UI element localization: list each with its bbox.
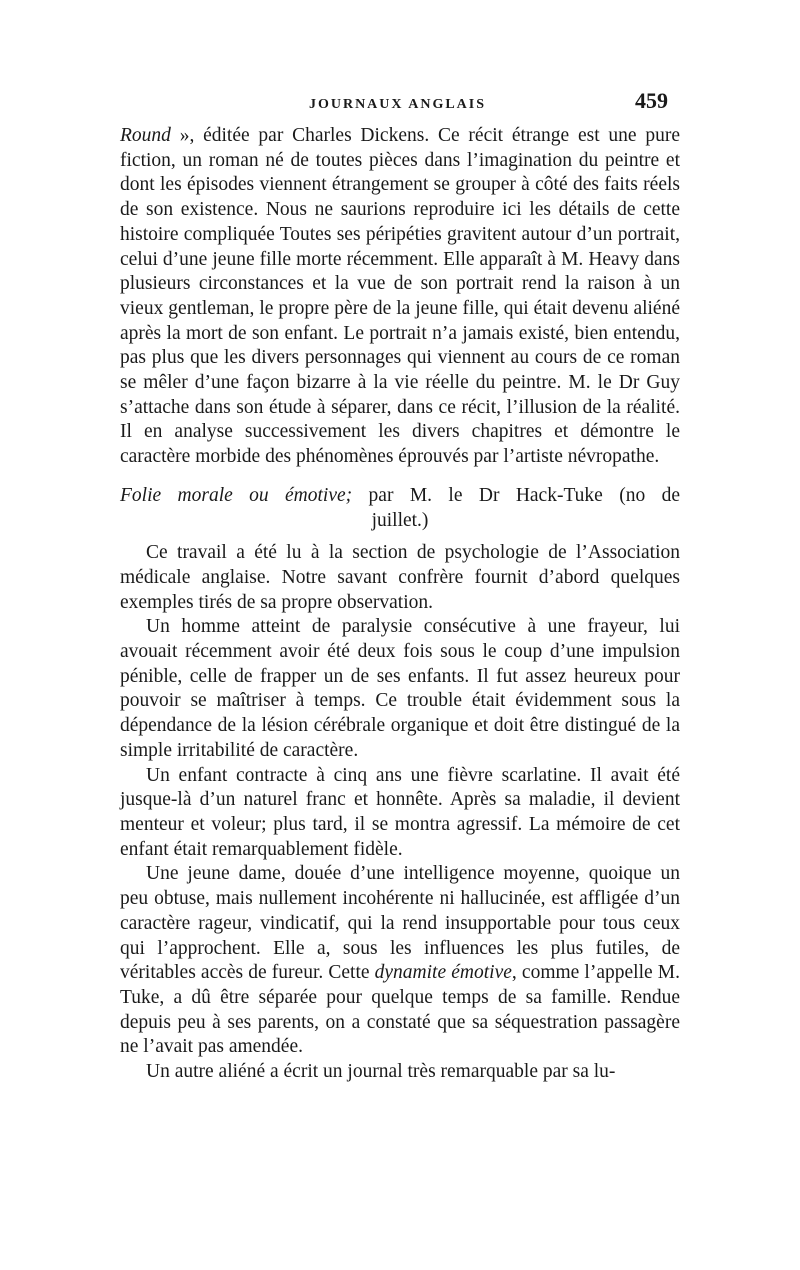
page-header [120, 88, 668, 114]
paragraph-1-italic-lead: Round [120, 125, 171, 146]
paragraph-4: Un enfant contracte à cinq ans une fièvre scarlatine. Il avait été jusque-là d’un naturel franc et honnête. Après sa maladie, il devient menteur et voleur; plus tard, il se montra agressif. La mémoire de cet enfant était remarquablement fidèle. [120, 764, 680, 860]
section-title-italic: Folie morale ou émotive; [120, 484, 353, 506]
paragraph-6: Un autre aliéné a écrit un journal très remarquable par sa lu- [146, 1061, 616, 1083]
paragraph-2: Ce travail a été lu à la section de psychologie de l’Association médicale anglaise. Notre savant confrère fournit d’abord quelques exemples tirés de sa propre observation. [120, 542, 680, 613]
paragraph-1 [120, 124, 680, 470]
paragraph-3: Un homme atteint de paralysie consécutive à une frayeur, lui avouait récemment avoir été deux fois sous le coup d’une impulsion pénible, celle de frapper un de ses enfants. Il fut assez heureux pour pouvoir se maîtriser à temps. Ce trouble était évidemment sous la dépendance de la lésion cérébrale organique et doit être distingué de la simple irritabilité de caractère. [120, 616, 680, 761]
paragraph-5-italic: dynamite émotive [374, 962, 512, 984]
paragraph-5-before: Une jeune dame, douée d’une intelligence moyenne, quoique un peu obtuse, mais nullement incohérente ni hallucinée, est affligée d’un caractère rageur, vindicatif, qui la rend insupportable pour tous ceux qui l’approchent. Elle a, sous les influences les plus futiles, de véritables accès de fureur. Cette [120, 863, 680, 984]
body-text [120, 124, 680, 1085]
section-title [120, 484, 680, 533]
section-title-line-2: juillet.) [371, 509, 429, 531]
running-title: JOURNAUX ANGLAIS [308, 97, 487, 112]
section-title-line-1 [120, 484, 680, 509]
paragraph-5-after: , comme l’appelle M. Tuke, a dû être séparée pour quelque temps de sa famille. Rendue depuis peu à ses parents, on a constaté que sa séquestration passagère ne l’avait pas amendée. [120, 962, 680, 1058]
page-number: 459 [635, 88, 668, 113]
section-title-rest: par M. le Dr Hack-Tuke (no de [352, 484, 680, 506]
paragraph-1-text: », éditée par Charles Dickens. Ce récit étrange est une pure fiction, un roman né de toutes pièces dans l’imagination du peintre et dont les épisodes viennent étrangement se grouper à côté des faits réels de son existence. Nous ne saurions reproduire ici les détails de cette histoire compliquée Toutes ses péripéties gravitent autour d’un portrait, celui d’une jeune fille morte récemment. Elle apparaît à M. Heavy dans plusieurs circonstances et la vue de son portrait rend la raison à un vieux gentleman, le propre père de la jeune fille, qui était devenu aliéné après la mort de son enfant. Le portrait n’a jamais existé, bien entendu, pas plus que les divers personnages qui viennent au cours de ce roman se mêler d’une façon bizarre à la vie réelle du peintre. M. le Dr Guy s’attache dans son étude à séparer, dans ce récit, l’illusion de la réalité. Il en analyse successivement les divers chapitres et démontre le caractère morbide des phénomènes éprouvés par l’artiste névropathe. [120, 125, 680, 468]
paragraph-5 [120, 862, 680, 1060]
